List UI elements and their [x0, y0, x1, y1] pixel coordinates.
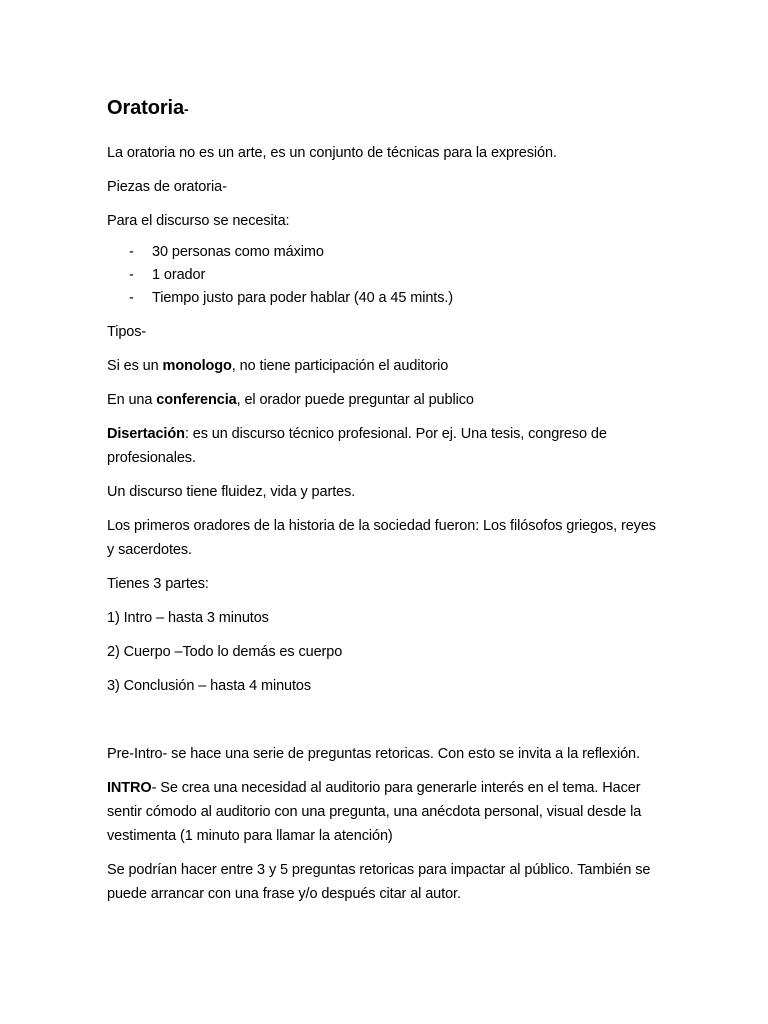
paragraph-requirements-intro: Para el discurso se necesita: — [107, 213, 290, 229]
paragraph-fluidez: Un discurso tiene fluidez, vida y partes. — [107, 484, 356, 500]
title-text: Oratoria — [107, 97, 185, 119]
text-run: Si es un — [107, 358, 163, 374]
list-item — [107, 287, 667, 310]
text-run: En una — [107, 392, 157, 408]
paragraph-preguntas: Se podrían hacer entre 3 y 5 preguntas retoricas para impactar al público. También se puede arrancar con una frase y/o después citar al autor. — [107, 862, 651, 902]
paragraph-intro — [107, 776, 667, 848]
bold-term: Disertación — [107, 426, 185, 442]
paragraph-piezas: Piezas de oratoria- — [107, 179, 227, 195]
list-dash: - — [129, 244, 134, 260]
paragraph-definition: La oratoria no es un arte, es un conjunto de técnicas para la expresión. — [107, 145, 557, 161]
list-dash: - — [129, 290, 134, 306]
paragraph-cuerpo-part: 2) Cuerpo –Todo lo demás es cuerpo — [107, 644, 343, 660]
list-item-text: 30 personas como máximo — [152, 244, 324, 260]
list-item-text: 1 orador — [152, 267, 206, 283]
paragraph-conclusion-part: 3) Conclusión – hasta 4 minutos — [107, 678, 312, 694]
requirements-list — [107, 241, 667, 310]
title-dash: - — [184, 101, 189, 117]
bold-term: INTRO — [107, 780, 152, 796]
paragraph-oradores: Los primeros oradores de la historia de la sociedad fueron: Los filósofos griegos, reyes y sacerdotes. — [107, 518, 656, 558]
paragraph-intro-part: 1) Intro – hasta 3 minutos — [107, 610, 269, 626]
text-run: , el orador puede preguntar al publico — [236, 392, 474, 408]
text-run: : es un discurso técnico profesional. Por ej. Una tesis, congreso de profesionales. — [107, 426, 607, 466]
paragraph-pre-intro: Pre-Intro- se hace una serie de preguntas retoricas. Con esto se invita a la reflexión. — [107, 746, 640, 762]
bold-term: monologo — [162, 358, 232, 374]
list-dash: - — [129, 267, 134, 283]
list-item — [107, 264, 667, 287]
document-title — [107, 94, 667, 123]
spacer — [107, 708, 667, 742]
paragraph-conferencia — [107, 388, 667, 412]
bold-term: conferencia — [156, 392, 237, 408]
document-page — [107, 94, 667, 916]
paragraph-partes: Tienes 3 partes: — [107, 576, 209, 592]
paragraph-disertacion — [107, 422, 667, 470]
text-run: , no tiene participación el auditorio — [231, 358, 449, 374]
list-item — [107, 241, 667, 264]
list-item-text: Tiempo justo para poder hablar (40 a 45 mints.) — [152, 290, 454, 306]
paragraph-tipos: Tipos- — [107, 324, 147, 340]
paragraph-monologo — [107, 354, 667, 378]
text-run: - Se crea una necesidad al auditorio para generarle interés en el tema. Hacer sentir cómodo al auditorio con una pregunta, una anécdota personal, visual desde la vestimenta (1 minuto para llamar la atención) — [107, 780, 642, 844]
